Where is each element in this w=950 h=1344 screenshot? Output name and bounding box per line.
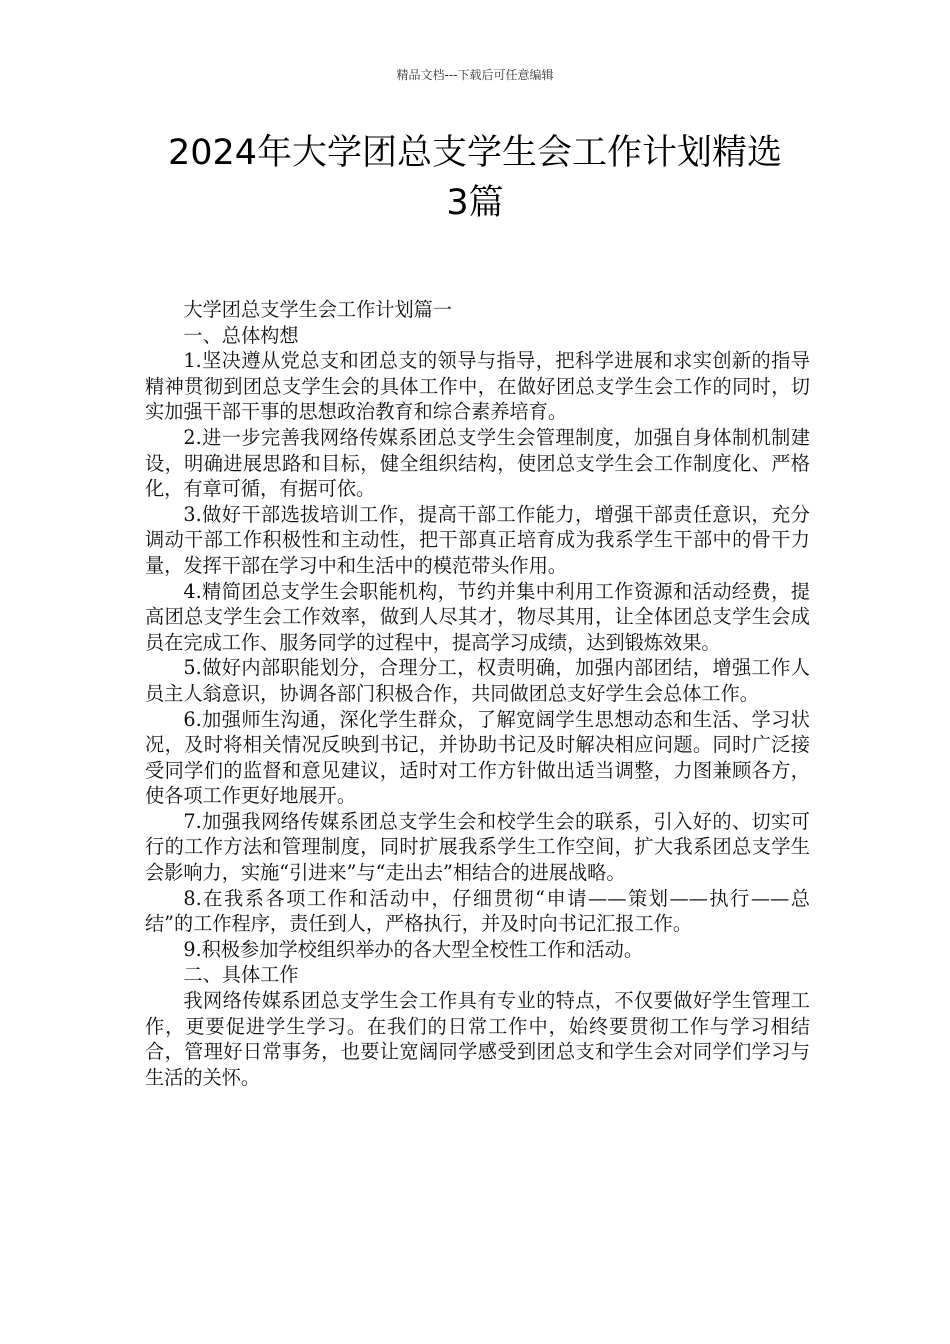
subheading: 一、总体构想 bbox=[183, 323, 299, 347]
subheading: 二、具体工作 bbox=[183, 963, 299, 987]
paragraph: 2.进一步完善我网络传媒系团总支学生会管理制度，加强自身体制机制建设，明确进展思路和目标，健全组织结构，使团总支学生会工作制度化、严格化，有章可循，有据可依。 bbox=[145, 425, 810, 501]
paragraph: 6.加强师生沟通，深化学生群众，了解宽阔学生思想动态和生活、学习状况，及时将相关情况反映到书记，并协助书记及时解决相应问题。同时广泛接受同学们的监督和意见建议，适时对工作方针做出适当调整，力图兼顾各方，使各项工作更好地展开。 bbox=[145, 707, 810, 808]
paragraph: 8.在我系各项工作和活动中，仔细贯彻“申请——策划——执行——总结”的工作程序，责任到人，严格执行，并及时向书记汇报工作。 bbox=[145, 886, 810, 936]
paragraph: 9.积极参加学校组织举办的各大型全校性工作和活动。 bbox=[183, 937, 644, 961]
paragraph: 5.做好内部职能划分，合理分工，权责明确，加强内部团结，增强工作人员主人翁意识，协调各部门积极合作，共同做团总支好学生会总体工作。 bbox=[145, 656, 810, 705]
header-note: 精品文档---下载后可任意编辑 bbox=[396, 68, 554, 82]
paragraph: 7.加强我网络传媒系团总支学生会和校学生会的联系，引入好的、切实可行的工作方法和管理制度，同时扩展我系学生工作空间，扩大我系团总支学生会影响力，实施“引进来”与“走出去”相结合的进展战略。 bbox=[145, 809, 810, 885]
title-line-1: 2024年大学团总支学生会工作计划精选 bbox=[167, 133, 783, 173]
paragraph: 4.精简团总支学生会职能机构，节约并集中利用工作资源和活动经费，提高团总支学生会工作效率，做到人尽其才，物尽其用，让全体团总支学生会成员在完成工作、服务同学的过程中，提高学习成绩，达到锻炼效果。 bbox=[145, 579, 810, 654]
title-line-2: 3篇 bbox=[446, 183, 504, 223]
paragraph: 1.坚决遵从党总支和团总支的领导与指导，把科学进展和求实创新的指导精神贯彻到团总支学生会的具体工作中，在做好团总支学生会工作的同时，切实加强干部干事的思想政治教育和综合素养培育。 bbox=[145, 349, 810, 424]
paragraph: 我网络传媒系团总支学生会工作具有专业的特点，不仅要做好学生管理工作，更要促进学生学习。在我们的日常工作中，始终要贯彻工作与学习相结合，管理好日常事务，也要让宽阔同学感受到团总支和学生会对同学们学习与生活的关怀。 bbox=[145, 989, 810, 1089]
paragraph: 3.做好干部选拔培训工作，提高干部工作能力，增强干部责任意识，充分调动干部工作积极性和主动性，把干部真正培育成为我系学生干部中的骨干力量，发挥干部在学习中和生活中的模范带头作用。 bbox=[145, 502, 810, 577]
document-body bbox=[145, 297, 810, 1090]
document-title bbox=[120, 128, 830, 228]
section-heading: 大学团总支学生会工作计划篇一 bbox=[183, 298, 453, 321]
